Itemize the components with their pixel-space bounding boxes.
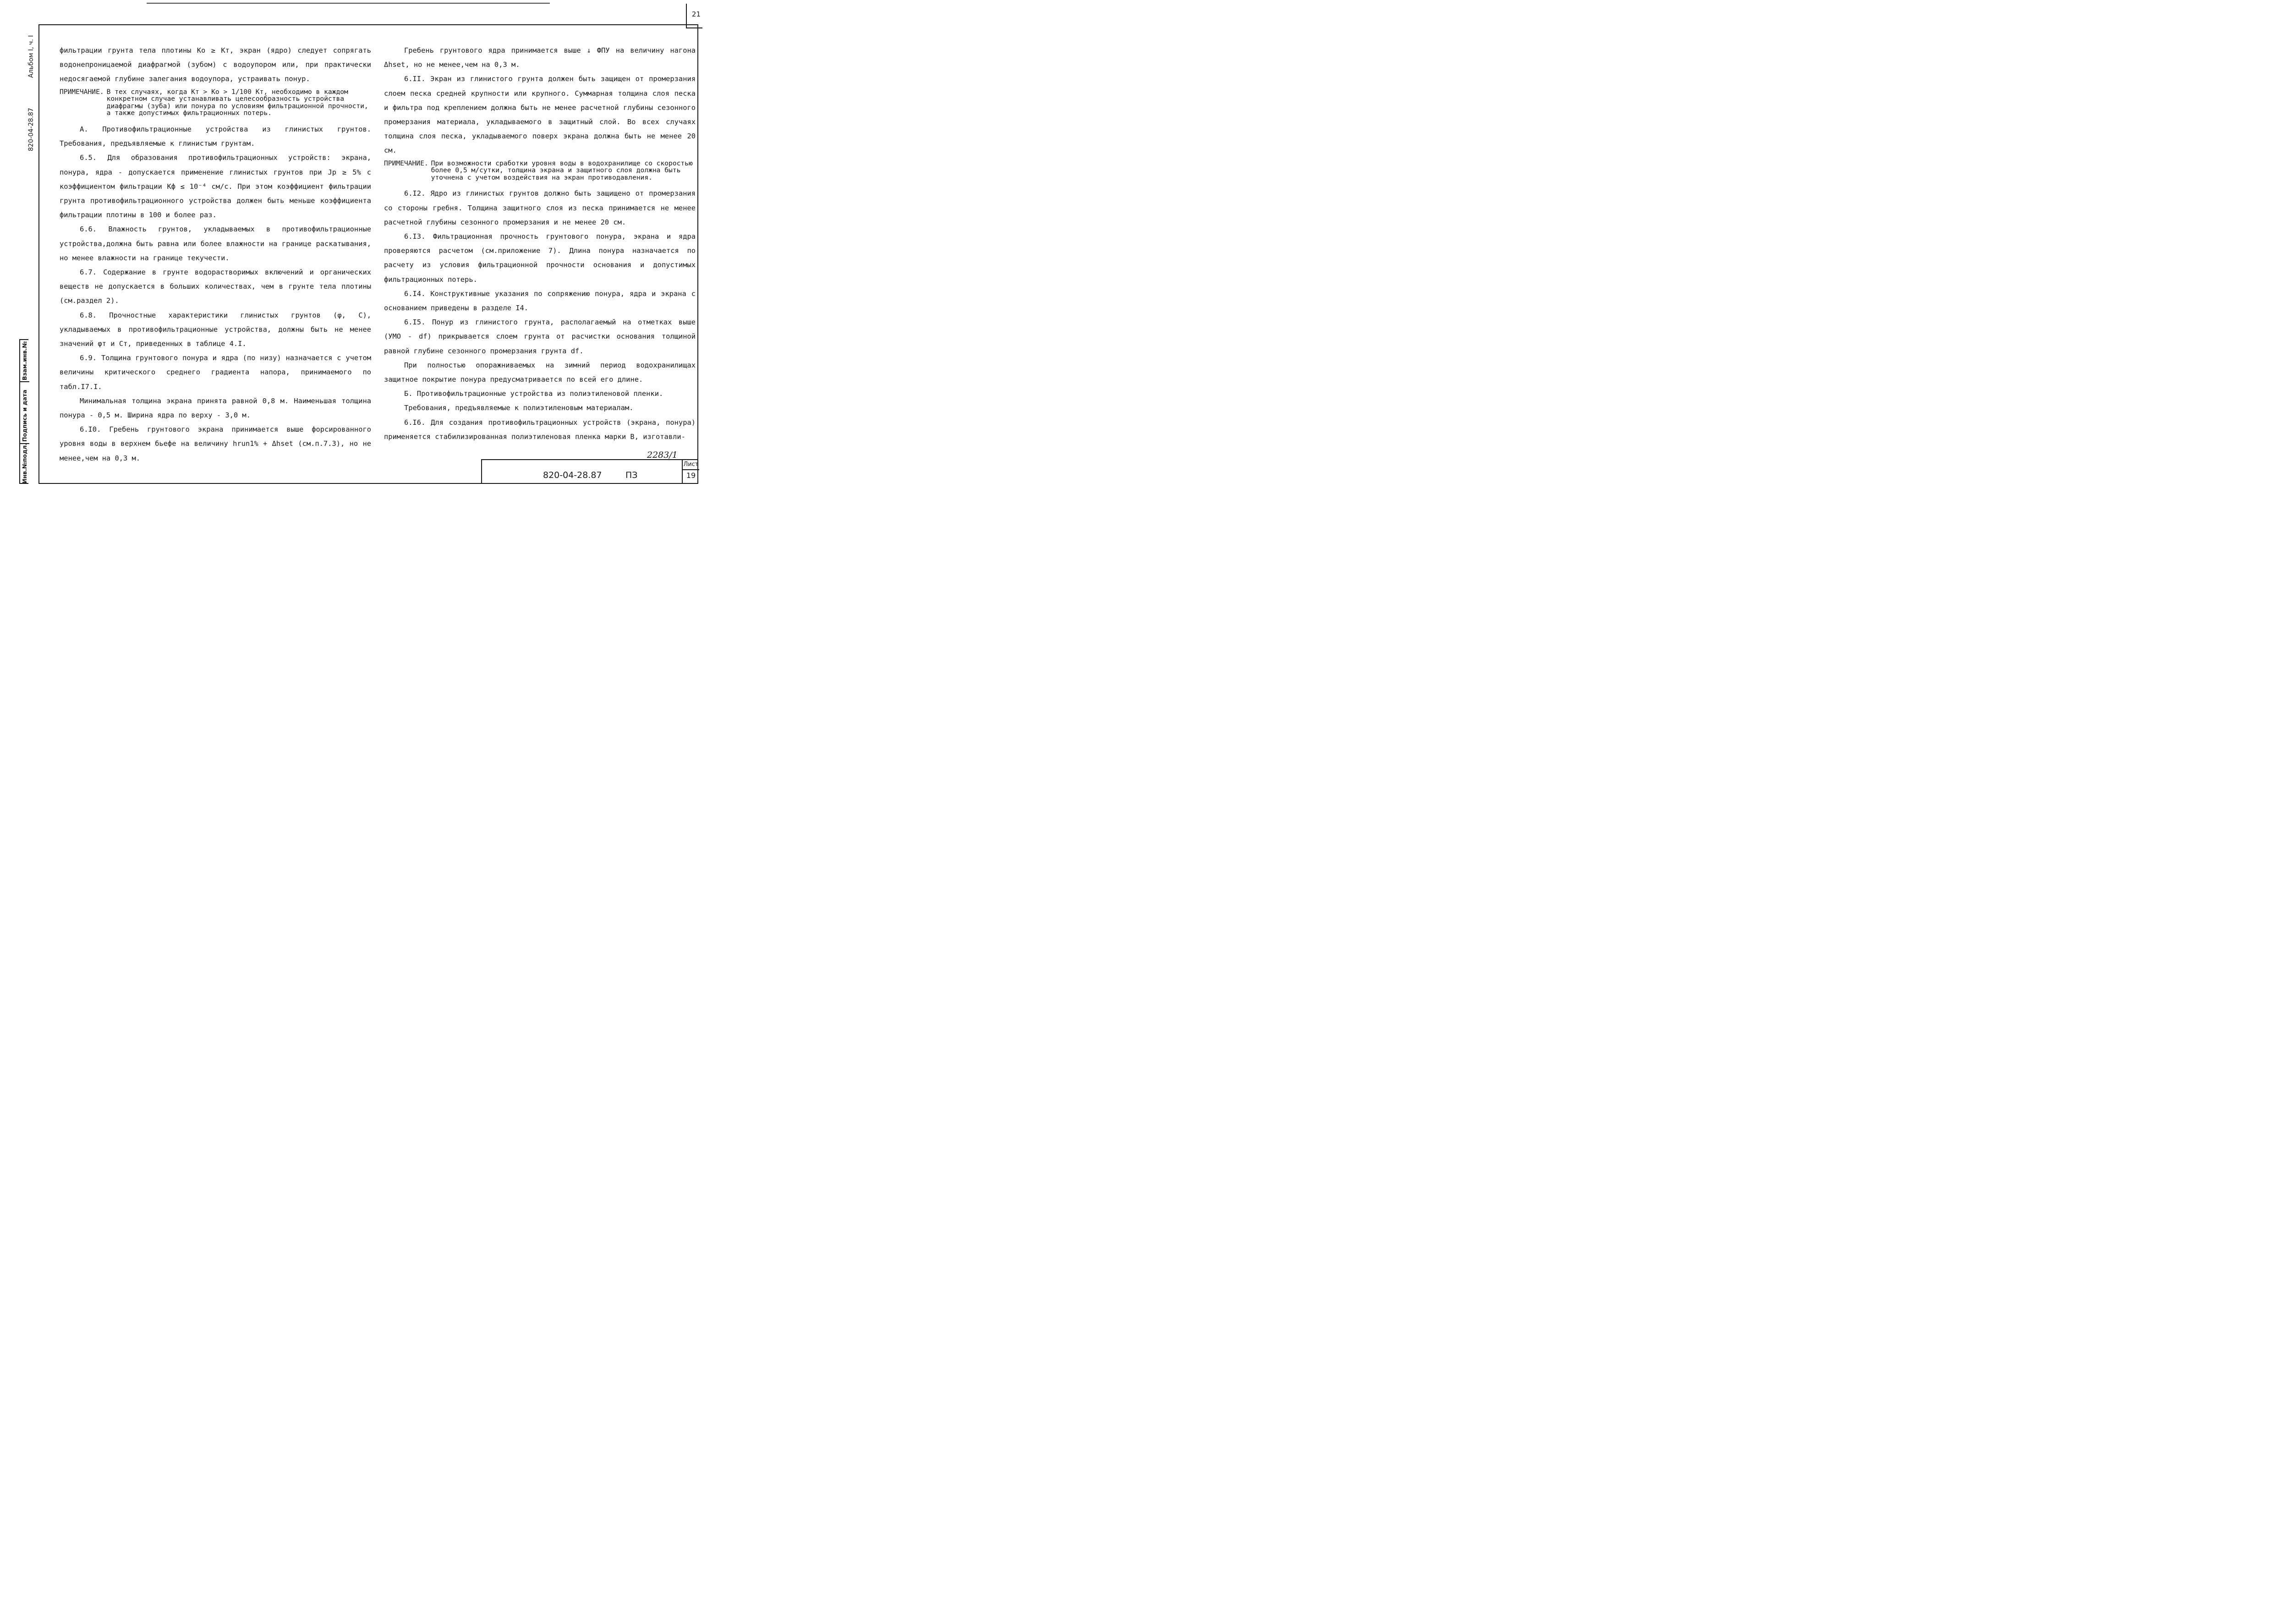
corner-page-box xyxy=(686,4,702,28)
paragraph-6-7: 6.7. Содержание в грунте водорастворимых включений и органических веществ не допускается в больших количествах, чем в грунте тела плотины (см.раздел 2). xyxy=(60,268,371,305)
paragraph: фильтрации грунта тела плотины Kо ≥ Kт, экран (ядро) следует сопрягать водонепроницаемой диафрагмой (зубом) с водоупором или, при практически недосягаемой глубине залегания водоупора, устраивать понур. xyxy=(60,46,371,83)
sheet-number: 19 xyxy=(686,471,696,480)
paragraph-6-11: 6.II. Экран из глинистого грунта должен быть защищен от промерзания слоем песка средней крупности или крупного. Суммарная толщина слоя песка и фильтра под креплением должна быть не менее расчетной глубины сезонного промерзания материала, укладываемого в защитный слой. Во всех случаях толщина слоя песка, укладываемого поверх экрана должна быть не менее 20 см. xyxy=(384,75,696,155)
paragraph-6-6: 6.6. Влажность грунтов, укладываемых в противофильтрационные устройства,должна быть равна или более влажности на границе раскатывания, но менее влажности на границе текучести. xyxy=(60,225,371,262)
strip-label-signature: Подпись и дата xyxy=(21,390,28,442)
paragraph-6-13: 6.I3. Фильтрационная прочность грунтового понура, экрана и ядра проверяются расчетом (см.приложение 7). Длина понура назначается по расчету из условия фильтрационной прочности основания и допустимых фильтрационных потерь. xyxy=(384,232,696,284)
paragraph-requirements: Требования, предъявляемые к полиэтиленовым материалам. xyxy=(404,404,634,412)
strip-label-inventory: Инв.№подл. xyxy=(21,443,28,483)
approval-strip xyxy=(19,339,28,484)
top-border-line xyxy=(147,3,550,4)
paragraph-6-9: 6.9. Толщина грунтового понура и ядра (по низу) назначается с учетом величины критического среднего градиента напора, принимаемого по табл.I7.I. xyxy=(60,354,371,391)
paragraph-6-12: 6.I2. Ядро из глинистых грунтов должно быть защищено от промерзания со стороны гребня. Толщина защитного слоя из песка принимается не менее расчетной глубины сезонного промерзания и не менее 20 см. xyxy=(384,189,696,226)
note-text: При возможности сработки уровня воды в водохранилище со скоростью более 0,5 м/сутки, толщина экрана и защитного слоя должна быть уточнена с учетом воздействия на экран противодавления. xyxy=(431,159,693,181)
paragraph-6-10: 6.I0. Гребень грунтового экрана принимается выше форсированного уровня воды в верхнем бьефе на величину hrun1% + Δhset (см.п.7.3), но не менее,чем на 0,3 м. xyxy=(60,425,371,462)
side-document-code: 820-04-28.87 xyxy=(27,108,35,151)
corner-page-number: 21 xyxy=(691,10,701,18)
section-heading: Б. Противофильтрационные устройства из полиэтиленовой пленки. xyxy=(404,390,663,398)
paragraph-min-thickness: Минимальная толщина экрана принята равной 0,8 м. Наименьшая толщина понура - 0,5 м. Ширина ядра по верху - 3,0 м. xyxy=(60,396,371,420)
note-text: В тех случаях, когда Kт > Kо > 1/100 Kт, необходимо в каждом конкретном случае устанавливать целесообразность устройства диафрагмы (зуба) или понура по условиям фильтрационной прочности, а также допустимых фильтрационных потерь. xyxy=(106,88,368,117)
paragraph-6-15: 6.I5. Понур из глинистого грунта, располагаемый на отметках выше (УМО - df) прикрывается слоем грунта от расчистки основания толщиной равной глубине сезонного промерзания грунта df. xyxy=(384,318,696,355)
note-block xyxy=(60,88,371,117)
paragraph-6-8: 6.8. Прочностные характеристики глинистых грунтов (φ, C), укладываемых в противофильтрационные устройства, должны быть не менее значений φт и Cт, приведенных в таблице 4.I. xyxy=(60,311,371,348)
right-column xyxy=(384,44,696,444)
strip-divider xyxy=(20,381,29,382)
stamp-doc-type: ПЗ xyxy=(625,470,638,480)
title-stamp xyxy=(481,459,698,484)
paragraph-winter: При полностью опоражниваемых на зимний период водохранилищах защитное покрытие понура предусматривается по всей его длине. xyxy=(384,361,696,384)
note-label: ПРИМЕЧАНИЕ. xyxy=(384,159,428,167)
paragraph: Гребень грунтового ядра принимается выше ↓ ФПУ на величину нагона Δhset, но не менее,чем на 0,3 м. xyxy=(384,46,696,69)
paragraph-6-16: 6.I6. Для создания противофильтрационных устройств (экрана, понура) применяется стабилизированная полиэтиленовая пленка марки В, изготавли- xyxy=(384,418,696,441)
sheet-box xyxy=(682,460,699,484)
section-heading: А. Противофильтрационные устройства из глинистых грунтов. Требования, предъявляемые к глинистым грунтам. xyxy=(60,125,371,148)
left-column xyxy=(60,44,371,466)
paragraph-6-14: 6.I4. Конструктивные указания по сопряжению понура, ядра и экрана с основанием приведены в разделе I4. xyxy=(384,289,696,313)
handwritten-number: 2283/1 xyxy=(647,450,678,460)
paragraph-6-5: 6.5. Для образования противофильтрационных устройств: экрана, понура, ядра - допускается применение глинистых грунтов при Jр ≥ 5% с коэффициентом фильтрации Kф ≤ 10⁻⁴ см/с. При этом коэффициент фильтрации грунта противофильтрационного устройства должен быть меньше коэффициента фильтрации плотины в 100 и более раз. xyxy=(60,154,371,219)
album-label: Альбом I, ч. I xyxy=(27,35,35,78)
note-block xyxy=(384,160,696,181)
strip-label-replace: Взам.инв.№ xyxy=(21,341,28,380)
stamp-code: 820-04-28.87 xyxy=(543,470,602,480)
sheet-label: Лист xyxy=(683,460,699,470)
note-label: ПРИМЕЧАНИЕ. xyxy=(60,88,104,96)
